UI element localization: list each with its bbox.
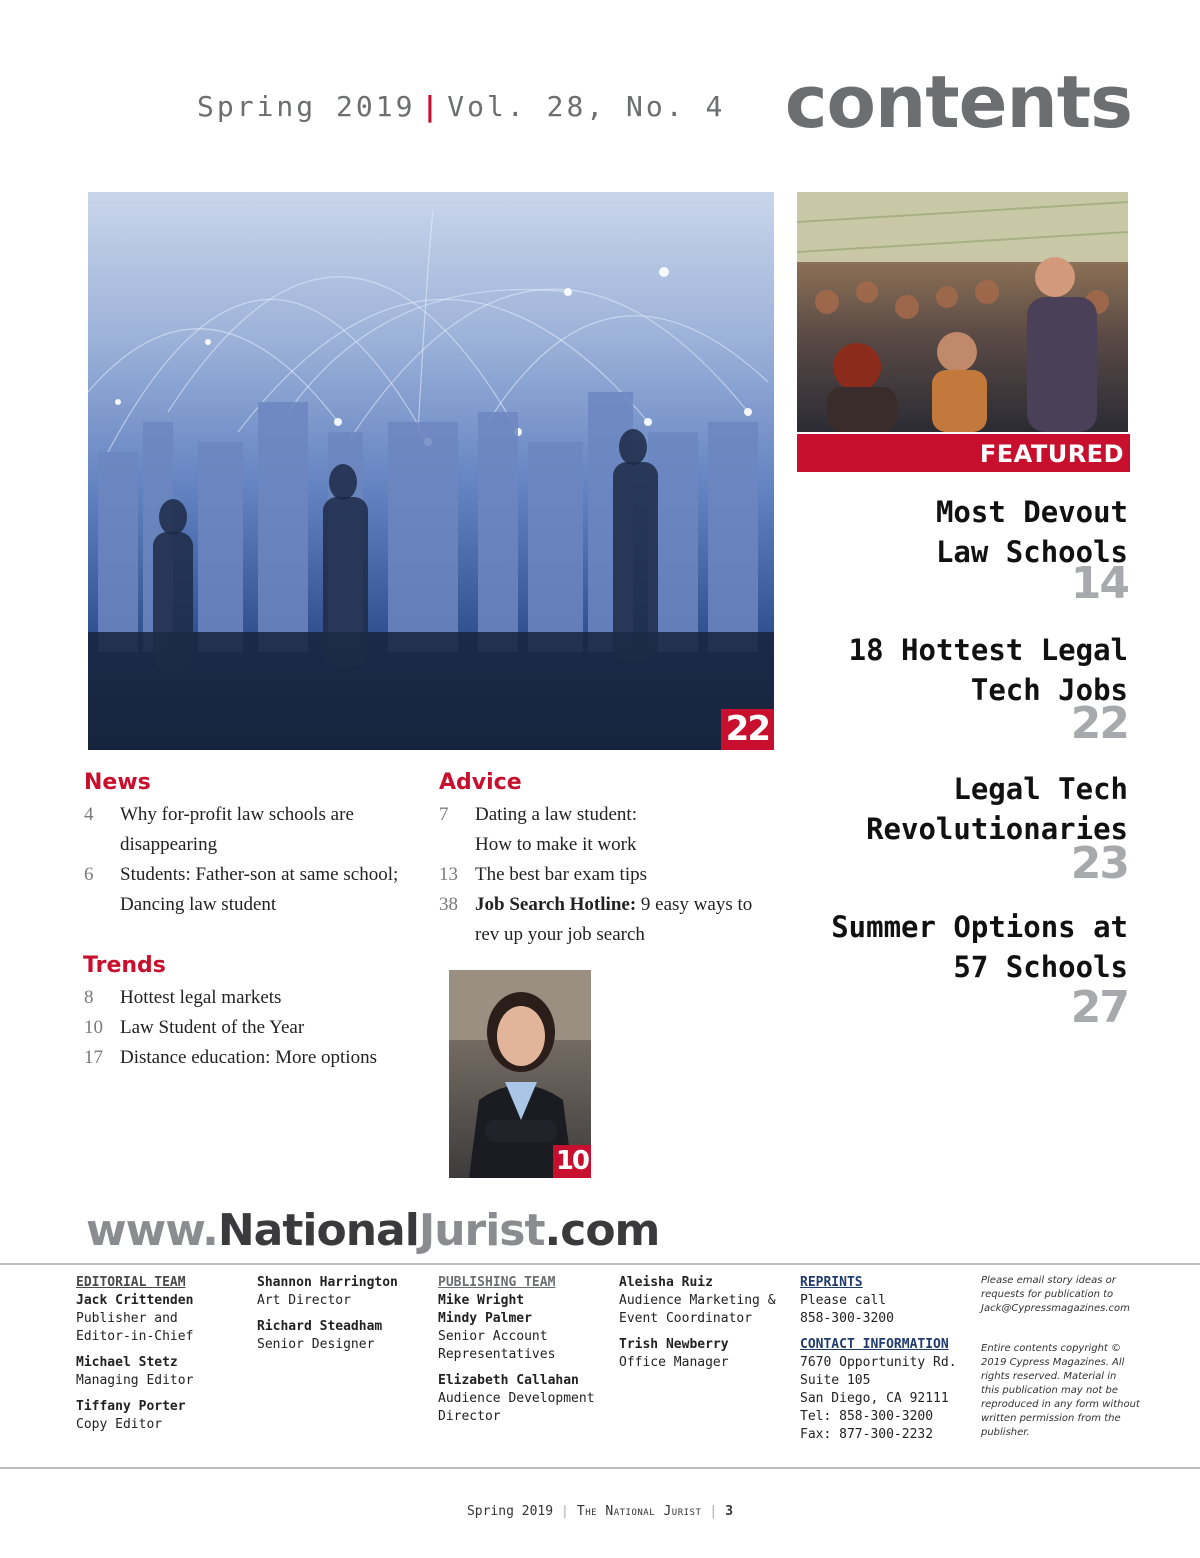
copyright-note [981, 1342, 1141, 1440]
featured-item-title-line1: Most Devout [935, 495, 1128, 529]
staff-title: Director [438, 1409, 501, 1424]
featured-item-title-line1: 18 Hottest Legal [848, 633, 1128, 667]
toc-item-text: Hottest legal markets [120, 987, 282, 1008]
toc-page-number: 4 [84, 804, 94, 825]
toc-item-text: The best bar exam tips [475, 864, 648, 885]
staff-name: Tiffany Porter [76, 1399, 186, 1414]
toc-page-number: 8 [84, 987, 94, 1008]
section-heading-advice: Advice [439, 770, 522, 795]
website-url[interactable] [86, 1205, 659, 1256]
toc-item-text: Why for-profit law schools are [120, 804, 354, 825]
issue-separator: | [421, 90, 442, 123]
featured-item-page: 27 [1070, 982, 1128, 1033]
staff-title: Audience Marketing & [619, 1293, 776, 1308]
issue-line [197, 90, 725, 123]
reprints-text: Please call [800, 1293, 887, 1308]
staff-name: Mindy Palmer [438, 1311, 532, 1326]
footer-separator: | [561, 1504, 569, 1519]
toc-item-text: Law Student of the Year [120, 1017, 305, 1038]
toc-page-number: 38 [439, 894, 458, 915]
masthead-art [257, 1274, 398, 1354]
masthead-top-rule [0, 1263, 1200, 1265]
note-line: rights reserved. Material in [981, 1371, 1117, 1382]
url-suffix: .com [544, 1205, 660, 1256]
staff-name: Mike Wright [438, 1293, 525, 1308]
story-ideas-note [981, 1274, 1141, 1316]
toc-page-number: 6 [84, 864, 94, 885]
law-student-portrait[interactable] [449, 970, 591, 1178]
masthead-bottom-rule [0, 1467, 1200, 1469]
staff-name: Jack Crittenden [76, 1293, 194, 1308]
masthead-heading: PUBLISHING TEAM [438, 1275, 556, 1290]
staff-title: Managing Editor [76, 1373, 194, 1388]
section-heading-news: News [84, 770, 151, 795]
note-line: publisher. [981, 1427, 1030, 1438]
toc-item[interactable] [84, 800, 424, 860]
staff-name: Trish Newberry [619, 1337, 729, 1352]
staff-name: Elizabeth Callahan [438, 1373, 579, 1388]
staff-title: Office Manager [619, 1355, 729, 1370]
toc-item-text: rev up your job search [475, 924, 645, 945]
staff-title: Copy Editor [76, 1417, 163, 1432]
staff-name: Shannon Harrington [257, 1275, 398, 1290]
footer-page-number: 3 [725, 1504, 734, 1519]
note-line: written permission from the [981, 1413, 1121, 1424]
footer-magazine: The National Jurist [576, 1504, 702, 1519]
toc-item-text: Dancing law student [120, 894, 277, 915]
toc-item[interactable] [84, 1013, 424, 1043]
featured-label-bar [797, 434, 1130, 472]
city-network-illustration [88, 192, 774, 750]
staff-title: Editor-in-Chief [76, 1329, 194, 1344]
note-line: reproduced in any form without [981, 1399, 1140, 1410]
reprints-phone[interactable]: 858-300-3200 [800, 1311, 894, 1326]
featured-item-title-line2: Law Schools [935, 535, 1128, 569]
toc-item-text: 9 easy ways to [636, 894, 753, 915]
featured-item-title-line1: Summer Options at [831, 910, 1128, 944]
toc-item[interactable] [439, 860, 779, 890]
featured-item-page: 22 [1070, 698, 1128, 749]
url-brand-jurist: Jurist [418, 1205, 545, 1256]
featured-label: FEATURED [979, 440, 1124, 468]
note-line: Please email story ideas or [981, 1275, 1116, 1286]
issue-date: Spring 2019 [197, 90, 416, 123]
toc-page-number: 7 [439, 804, 449, 825]
toc-item-text: disappearing [120, 834, 218, 855]
featured-item-title-line2: 57 Schools [953, 950, 1128, 984]
note-line: this publication may not be [981, 1385, 1118, 1396]
staff-title: Publisher and [76, 1311, 178, 1326]
featured-item[interactable] [831, 907, 1128, 987]
masthead-editorial-team [76, 1274, 193, 1434]
toc-item[interactable] [439, 890, 779, 950]
staff-name: Richard Steadham [257, 1319, 383, 1334]
featured-item-title-line2: Tech Jobs [970, 673, 1128, 707]
featured-item-page: 23 [1070, 838, 1128, 889]
masthead-heading: REPRINTS [800, 1275, 863, 1290]
toc-item-text: How to make it work [475, 834, 637, 855]
page-footer [0, 1504, 1200, 1519]
masthead-contact [800, 1274, 957, 1444]
toc-item[interactable] [439, 800, 779, 860]
cover-story-image[interactable] [88, 192, 774, 750]
note-line: requests for publication to [981, 1289, 1114, 1300]
advice-list [439, 800, 779, 950]
note-line: Entire contents copyright © [981, 1343, 1122, 1354]
staff-title: Senior Designer [257, 1337, 375, 1352]
staff-title: Representatives [438, 1347, 556, 1362]
page-badge: 22 [721, 709, 774, 750]
trends-list [84, 983, 424, 1073]
staff-name: Michael Stetz [76, 1355, 178, 1370]
toc-item-text: Dating a law student: [475, 804, 637, 825]
page-badge: 10 [553, 1145, 591, 1178]
featured-item-title-line1: Legal Tech [953, 772, 1128, 806]
contact-line: Suite 105 [800, 1373, 871, 1388]
toc-item[interactable] [84, 1043, 424, 1073]
toc-item[interactable] [84, 983, 424, 1013]
staff-title: Art Director [257, 1293, 351, 1308]
staff-title: Event Coordinator [619, 1311, 753, 1326]
masthead-marketing [619, 1274, 776, 1372]
masthead-publishing-team [438, 1274, 595, 1426]
featured-item-title-line2: Revolutionaries [866, 812, 1128, 846]
email-link[interactable]: Jack@Cypressmagazines.com [981, 1303, 1130, 1314]
contact-line: 7670 Opportunity Rd. [800, 1355, 957, 1370]
featured-item-page: 14 [1070, 558, 1128, 609]
toc-page-number: 13 [439, 864, 458, 885]
staff-name: Aleisha Ruiz [619, 1275, 713, 1290]
contact-line: Tel: 858-300-3200 [800, 1409, 934, 1424]
toc-page-number: 10 [84, 1017, 103, 1038]
toc-item-bold-text: Job Search Hotline: [475, 894, 637, 915]
url-prefix: www. [86, 1205, 218, 1256]
issue-volume: Vol. 28, No. 4 [447, 90, 726, 123]
toc-item[interactable] [84, 860, 424, 920]
news-list [84, 800, 424, 920]
footer-separator: | [709, 1504, 718, 1519]
masthead-heading: EDITORIAL TEAM [76, 1275, 186, 1290]
masthead-heading: CONTACT INFORMATION [800, 1337, 949, 1352]
footer-issue: Spring 2019 [466, 1504, 554, 1519]
contact-line: Fax: 877-300-2232 [800, 1427, 934, 1442]
contact-line: San Diego, CA 92111 [800, 1391, 949, 1406]
url-brand-national: National [217, 1205, 419, 1256]
toc-page-number: 17 [84, 1047, 103, 1068]
featured-item[interactable] [866, 769, 1128, 849]
toc-item-text: Students: Father-son at same school; [120, 864, 399, 885]
page-title: contents [784, 60, 1132, 144]
staff-title: Senior Account [438, 1329, 548, 1344]
staff-title: Audience Development [438, 1391, 595, 1406]
toc-item-text: Distance education: More options [120, 1047, 377, 1068]
section-heading-trends: Trends [83, 953, 166, 978]
featured-image[interactable] [797, 192, 1128, 432]
note-line: 2019 Cypress Magazines. All [981, 1357, 1125, 1368]
crowd-photo [797, 192, 1128, 432]
